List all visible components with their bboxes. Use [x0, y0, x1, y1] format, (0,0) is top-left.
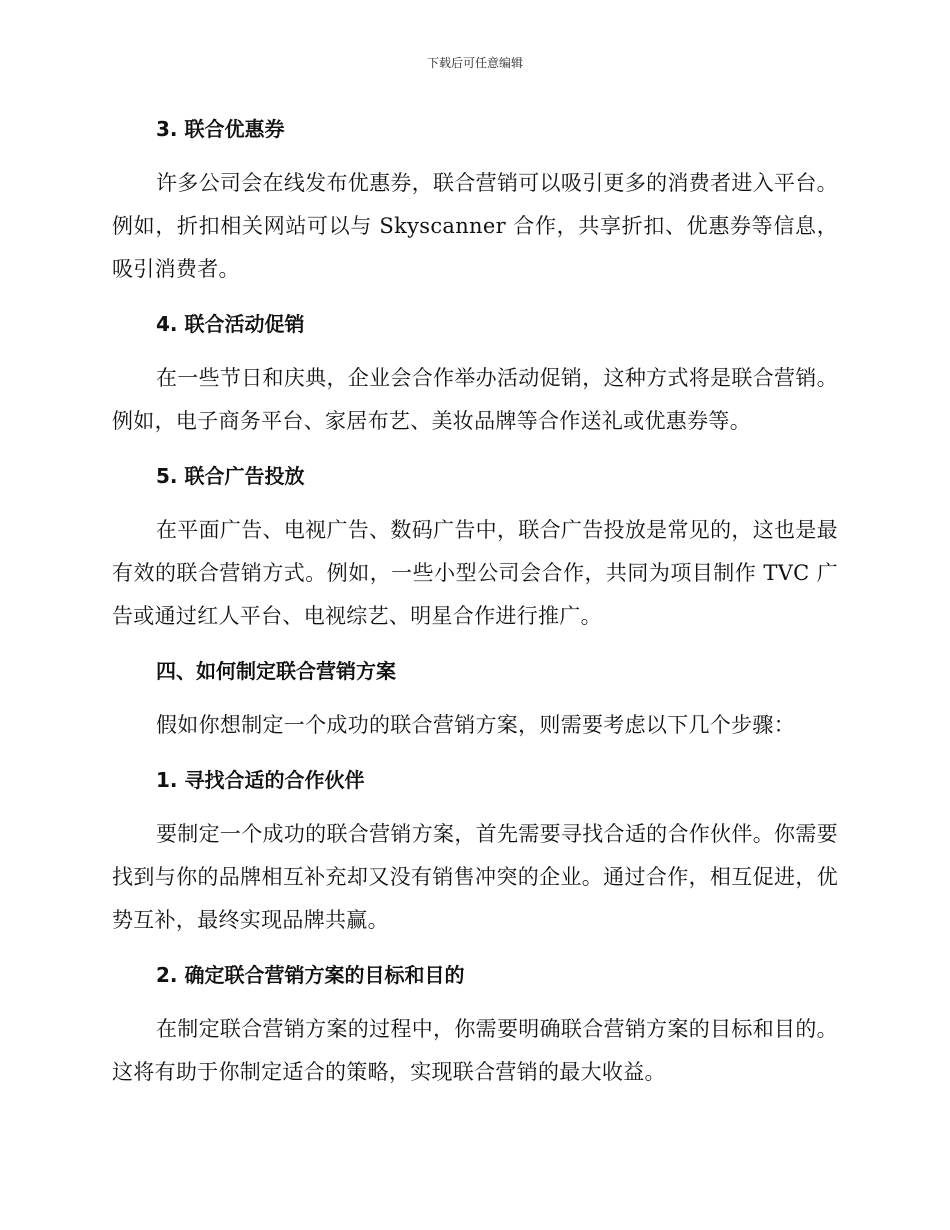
section-heading: 2. 确定联合营销方案的目标和目的 [156, 963, 465, 987]
chapter-heading: 四、如何制定联合营销方案 [156, 659, 396, 683]
document-body [112, 108, 838, 1094]
section-heading: 4. 联合活动促销 [156, 312, 305, 336]
section-paragraph: 在制定联合营销方案的过程中，你需要明确联合营销方案的目标和目的。这将有助于你制定适合的策略，实现联合营销的最大收益。 [112, 1017, 838, 1084]
section-paragraph: 假如你想制定一个成功的联合营销方案，则需要考虑以下几个步骤： [156, 713, 795, 737]
section-paragraph: 许多公司会在线发布优惠券，联合营销可以吸引更多的消费者进入平台。例如，折扣相关网站可以与 Skyscanner 合作，共享折扣、优惠券等信息，吸引消费者。 [112, 171, 838, 281]
section-paragraph: 要制定一个成功的联合营销方案，首先需要寻找合适的合作伙伴。你需要找到与你的品牌相互补充却又没有销售冲突的企业。通过合作，相互促进，优势互补，最终实现品牌共赢。 [112, 822, 838, 932]
section-heading: 1. 寻找合适的合作伙伴 [156, 768, 365, 792]
section-paragraph: 在一些节日和庆典，企业会合作举办活动促销，这种方式将是联合营销。例如，电子商务平台、家居布艺、美妆品牌等合作送礼或优惠券等。 [112, 366, 838, 433]
section-heading: 5. 联合广告投放 [156, 464, 305, 488]
page-header-note: 下载后可任意编辑 [426, 56, 523, 70]
section-paragraph: 在平面广告、电视广告、数码广告中，联合广告投放是常见的，这也是最有效的联合营销方式。例如，一些小型公司会合作，共同为项目制作 TVC 广告或通过红人平台、电视综艺、明星合作进行推广。 [112, 518, 838, 628]
section-heading: 3. 联合优惠券 [156, 117, 285, 141]
